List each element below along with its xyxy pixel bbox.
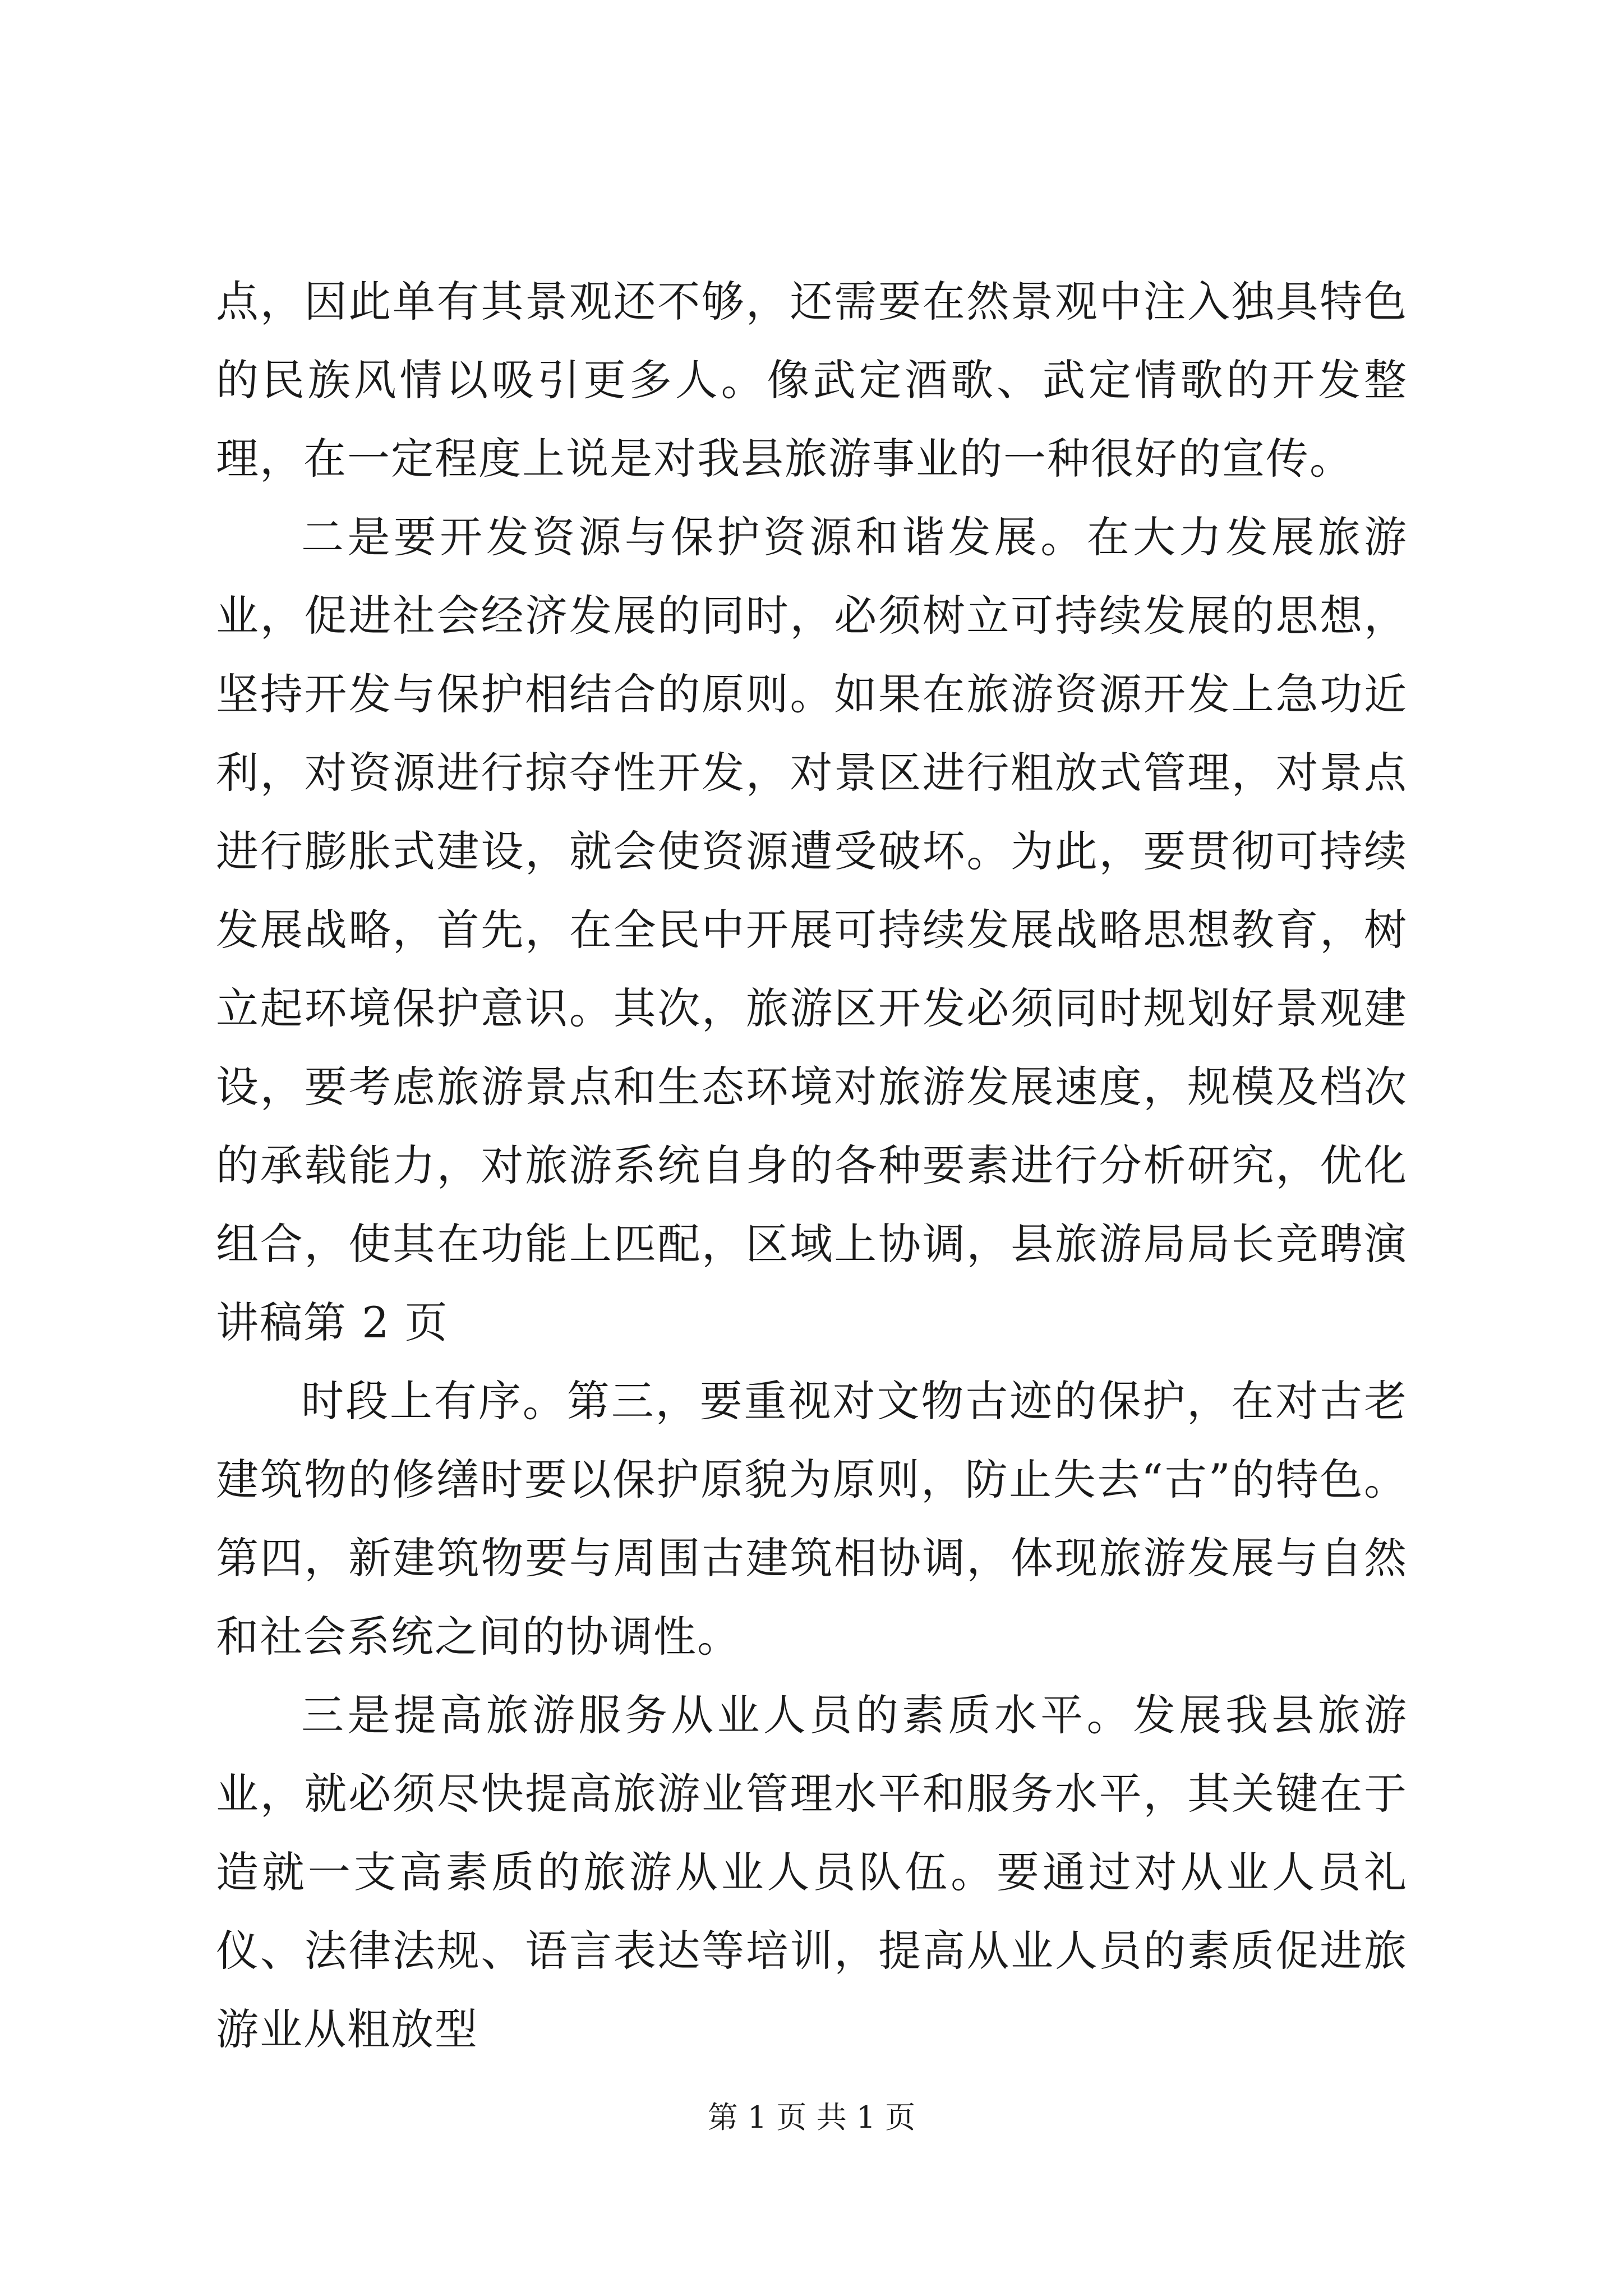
paragraph-time-order: 时段上有序。第三，要重视对文物古迹的保护，在对古老建筑物的修缮时要以保护原貌为原则，防止失去“古”的特色。第四，新建筑物要与周围古建筑相协调，体现旅游发展与自然和社会系统之间的协调性。 [216,1376,1408,1662]
paragraph-staff-quality: 三是提高旅游服务从业人员的素质水平。发展我县旅游业，就必须尽快提高旅游业管理水平和服务水平，其关键在于造就一支高素质的旅游从业人员队伍。要通过对从业人员礼仪、法律法规、语言表达等培训，提高从业人员的素质促进旅游业从粗放型 [216,1690,1408,2054]
paragraph-continuation: 点，因此单有其景观还不够，还需要在然景观中注入独具特色的民族风情以吸引更多人。像武定酒歌、武定情歌的开发整理，在一定程度上说是对我县旅游事业的一种很好的宣传。 [216,277,1408,484]
paragraph-resource-protection: 二是要开发资源与保护资源和谐发展。在大力发展旅游业，促进社会经济发展的同时，必须树立可持续发展的思想，坚持开发与保护相结合的原则。如果在旅游资源开发上急功近利，对资源进行掠夺性开发，对景区进行粗放式管理，对景点进行膨胀式建设，就会使资源遭受破坏。为此，要贯彻可持续发展战略，首先，在全民中开展可持续发展战略思想教育，树立起环境保护意识。其次，旅游区开发必须同时规划好景观建设，要考虑旅游景点和生态环境对旅游发展速度，规模及档次的承载能力，对旅游系统自身的各种要素进行分析研究，优化组合，使其在功能上匹配，区域上协调，县旅游局局长竞聘演讲稿第 2 页 [216,512,1408,1347]
document-body [216,263,1408,2069]
page-footer: 第 1 页 共 1 页 [707,2100,916,2135]
